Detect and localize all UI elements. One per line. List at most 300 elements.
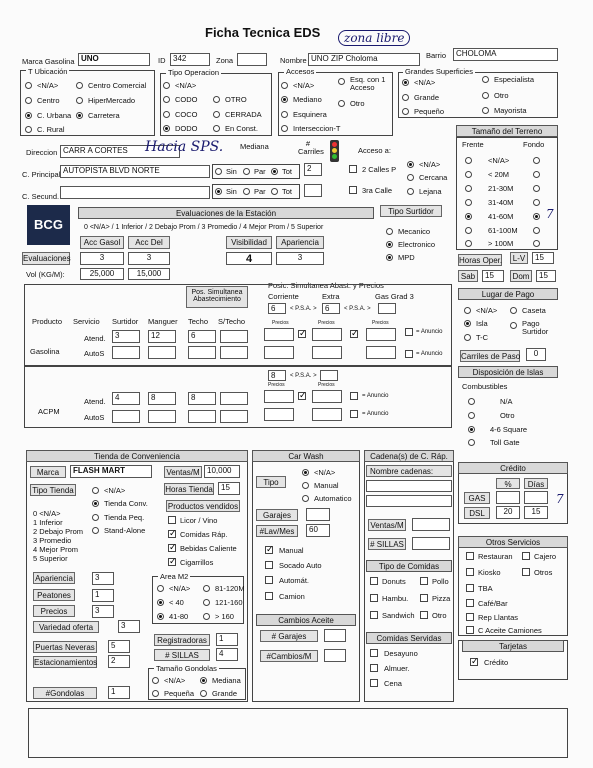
surtidor-col: Surtidor [112,317,139,326]
fondo-radio-4[interactable] [533,213,540,220]
apariencia-button[interactable]: Apariencia [276,236,324,249]
surtidor-radio-mpd[interactable] [386,254,393,261]
gas-anuncio-check[interactable] [405,328,413,336]
pago-label: Pago Surtidor [522,319,549,336]
gas-precio-extra-atend[interactable] [312,328,342,341]
ventas-m-button[interactable]: Ventas/M [164,466,202,478]
islas-radio-na[interactable] [468,398,475,405]
tipo-tienda-radio-stand[interactable] [92,527,99,534]
acceso-radio-cercana[interactable] [407,174,414,181]
acpm-manguer-autos[interactable] [148,410,176,423]
operacion-radio-codo[interactable] [163,96,170,103]
gas-manguer-autos[interactable] [148,346,176,359]
acceso-a-label: Acceso a: [358,146,391,155]
secund-radio-tot[interactable] [271,188,278,195]
id-label: ID [158,56,166,65]
servida-check-desayuno[interactable] [370,649,378,657]
comida-label: Pollo [432,577,449,586]
operacion-radio-const[interactable] [213,125,220,132]
acceso-radio-na[interactable] [407,161,414,168]
superficies-label: Mayorista [494,106,527,115]
acpm-precio-2-atend[interactable] [312,390,342,403]
psa-acpm-field[interactable]: 8 [268,370,286,381]
area-label: Area M2 [160,572,189,581]
gas-precio-extra-autos[interactable] [312,346,342,359]
cadena-sillas-button[interactable]: # SILLAS [368,538,406,550]
cadena-name-field-2[interactable] [366,495,452,507]
precios-tienda-button[interactable]: Precios [33,605,75,617]
superficies-radio-mayorista[interactable] [482,107,489,114]
credito-dsl-dias[interactable]: 15 [524,506,548,519]
accesos-radio-na[interactable] [281,82,288,89]
acc-del-field[interactable]: 3 [128,252,170,265]
cambios-garajes-field[interactable] [324,629,346,642]
carwash-check-camion[interactable] [265,592,273,600]
barrio-field[interactable]: CHOLOMA [453,48,558,61]
terreno-header: Tamaño del Terreno [456,125,558,137]
accesos-radio-esq[interactable] [338,78,345,85]
gondolas-radio-mediana[interactable] [200,677,207,684]
acpm-stecho-atend[interactable] [220,392,248,405]
pago-radio-surtidor[interactable] [510,322,517,329]
accesos-radio-esquinera[interactable] [281,111,288,118]
comida-label: Hambu. [382,594,409,603]
principal-radio-par[interactable] [243,168,250,175]
nombre-field[interactable]: UNO ZIP Choloma [308,53,420,66]
area-option: 41-80 [169,612,189,621]
islas-label: Toll Gate [490,438,520,447]
credito-pct-header: % [496,478,520,489]
frente-label: Frente [462,140,484,149]
ubicacion-label: Carretera [88,111,120,120]
gas-techo-autos[interactable] [188,346,216,359]
cadena-name-field-1[interactable] [366,480,452,492]
secund-calle-check[interactable] [349,186,357,194]
otros-label: Café/Bar [478,599,508,608]
area-option: 121-160 [215,598,243,607]
ubicacion-label: C. Rural [37,125,65,134]
area-radio-gt160[interactable] [203,613,210,620]
superficies-title: Grandes Superficies [405,67,473,76]
superficies-label: Otro [494,91,509,100]
ubicacion-radio-comercial[interactable] [76,82,83,89]
otros-check-aceite[interactable] [466,626,474,634]
scale-item: 4 Mejor Prom [33,545,79,554]
area-radio-160[interactable] [203,599,210,606]
tipo-comidas-header: Tipo de Comidas [366,560,452,572]
credito-gas-button[interactable]: GAS [464,492,490,504]
carwash-option: Automatico [314,494,352,503]
carwash-check-label: Camion [279,592,305,601]
comida-check-pollo[interactable] [420,577,428,585]
comida-label: Otro [432,611,447,620]
superficies-radio-especialista[interactable] [482,76,489,83]
psa-extra-field[interactable]: 6 [322,303,340,314]
carwash-radio-auto[interactable] [302,495,309,502]
num-gondolas-button[interactable]: #Gondolas [33,687,97,699]
gas-precio-corr-autos[interactable] [264,346,294,359]
acpm-anuncio-check[interactable] [350,392,358,400]
comida-label: Pizza [432,594,451,603]
variedad-button[interactable]: Variedad oferta [33,621,99,633]
acpm-manguer-atend[interactable]: 8 [148,392,176,405]
acpm-techo-atend[interactable]: 8 [188,392,216,405]
gondolas-radio-pequena[interactable] [152,690,159,697]
gas-anuncio-corr-check[interactable] [298,330,306,338]
operacion-radio-otro[interactable] [213,96,220,103]
otros-check-cafe[interactable] [466,599,474,607]
frente-radio-6[interactable] [465,240,472,247]
operacion-title: Tipo Operacion [168,68,219,77]
acpm-precio-2-autos[interactable] [312,408,342,421]
psa-label: < P.S.A. > [344,306,371,312]
cadena-sillas-field[interactable] [412,537,450,550]
sillas-tienda-button[interactable]: # SILLAS [154,649,210,661]
acpm-anuncio-autos-check[interactable] [350,410,358,418]
pos-simultanea-button[interactable]: Pos. Simultanea Abastecimiento [186,286,248,308]
otros-label: TBA [478,584,493,593]
frente-radio-0[interactable] [465,157,472,164]
principal-radio-sin[interactable] [215,168,222,175]
cambios-mes-field[interactable] [324,649,346,662]
psa-corriente-field[interactable]: 6 [268,303,286,314]
gondolas-radio-grande[interactable] [200,690,207,697]
sab-button[interactable]: Sab [458,270,478,282]
surtidor-radio-electronico[interactable] [386,241,393,248]
comida-check-sandwich[interactable] [370,611,378,619]
acpm-stecho-autos[interactable] [220,410,248,423]
terreno-label: > 100M [488,239,514,248]
gas-precio-corr-atend[interactable] [264,328,294,341]
accesos-label: Esq. con 1 Acceso [350,75,386,92]
acpm-surtidor-autos[interactable] [112,410,140,423]
frente-radio-1[interactable] [465,171,472,178]
vol-label: Vol (KG/M): [26,270,65,279]
apariencia-tienda-button[interactable]: Apariencia [33,572,75,584]
precios-col: Precios [318,382,335,388]
surtidor-label: MPD [398,253,415,262]
islas-label: N/A [500,397,513,406]
secund-radio-par[interactable] [243,188,250,195]
barrio-label: Barrio [426,51,447,60]
otros-check-llantas[interactable] [466,613,474,621]
secund-radio-sin[interactable] [215,188,222,195]
operacion-radio-coco[interactable] [163,111,170,118]
operacion-label: <N/A> [175,81,197,90]
operacion-radio-dodo[interactable] [163,125,170,132]
cambios-garajes-button[interactable]: # Garajes [260,630,318,642]
gas-techo-atend[interactable]: 6 [188,330,216,343]
otros-label: Rep Llantas [478,613,519,622]
surtidor-label: Electronico [398,240,436,249]
ubicacion-radio-urbana[interactable] [25,112,32,119]
tipo-tienda-button[interactable]: Tipo Tienda [30,484,76,496]
horas-tienda-field[interactable]: 15 [218,482,240,495]
gas-stecho-atend[interactable] [220,330,248,343]
operacion-radio-cerrada[interactable] [213,111,220,118]
puertas-field[interactable]: 5 [108,640,130,653]
area-radio-na[interactable] [157,585,164,592]
comida-check-hambu[interactable] [370,594,378,602]
acpm-precio-1-autos[interactable] [264,408,294,421]
lav-mes-field[interactable]: 60 [306,524,330,537]
pago-radio-caseta[interactable] [510,307,517,314]
secund-calle-label: 3ra Calle [362,186,393,195]
otros-check-otros[interactable] [522,568,530,576]
ubicacion-radio-centro[interactable] [25,97,32,104]
area-radio-120[interactable] [203,585,210,592]
variedad-field[interactable]: 3 [118,620,140,633]
superficies-radio-na[interactable] [402,79,409,86]
cadena-ventas-field[interactable] [412,518,450,531]
visibilidad-field[interactable]: 4 [226,252,272,265]
notes-area[interactable] [28,708,568,758]
acceso-lejana-label: Lejana [419,187,442,196]
precios-col: Precios [272,320,289,326]
carwash-check-socado[interactable] [265,561,273,569]
otros-check-cajero[interactable] [522,552,530,560]
fondo-radio-6[interactable] [533,240,540,247]
tipo-tienda-label: <N/A> [104,486,126,495]
gas-grad-label: Gas Grad 3 [375,292,414,301]
carwash-check-automat[interactable] [265,576,273,584]
islas-radio-otro[interactable] [468,412,475,419]
acceso-cercana-label: Cercana [419,173,448,182]
credito-gas-pct[interactable] [496,491,520,504]
gas-precio-gas-atend[interactable] [366,328,396,341]
otros-check-tba[interactable] [466,584,474,592]
productos-vendidos-button[interactable]: Productos vendidos [167,502,239,511]
islas-radio-square[interactable] [468,426,475,433]
otros-check-restauran[interactable] [466,552,474,560]
acc-gasol-button[interactable]: Acc Gasol [80,236,124,249]
tipo-tienda-radio-conv[interactable] [92,500,99,507]
tarjetas-credito-label: Crédito [484,658,509,667]
fondo-radio-0[interactable] [533,157,540,164]
credito-gas-dias[interactable] [524,491,548,504]
producto-label: Comidas Ráp. [180,530,228,539]
producto-col: Producto [32,317,63,326]
operacion-label: OTRO [225,95,247,104]
registradoras-button[interactable]: Registradoras [154,634,210,646]
producto-label: Cigarrillos [180,558,214,567]
ubicacion-label: C. Urbana [37,111,72,120]
servida-label: Cena [384,679,402,688]
carwash-tipo-button[interactable]: Tipo [256,476,286,488]
credito-dias-header: Días [524,478,548,489]
carriles-paso-field[interactable]: 0 [526,348,546,361]
tipo-tienda-radio-na[interactable] [92,487,99,494]
ventas-m-field[interactable]: 10,000 [204,465,240,478]
direccion-note: Hacia SPS. [145,139,224,155]
direccion-label: Direccion [26,148,58,157]
vol-field-2[interactable]: 15,000 [128,268,170,280]
surtidor-label: Mecanico [398,227,431,236]
pago-label: T-C [476,333,489,342]
carriles-paso-button[interactable]: Carriles de Paso [461,352,521,361]
principal-radio-tot[interactable] [271,168,278,175]
estacionamientos-field[interactable]: 2 [108,655,130,668]
accesos-radio-otro[interactable] [338,100,345,107]
lv-field[interactable]: 15 [532,252,554,264]
gas-stecho-autos[interactable] [220,346,248,359]
accesos-radio-mediano[interactable] [281,96,288,103]
fondo-radio-3[interactable] [533,199,540,206]
acpm-surtidor-atend[interactable]: 4 [112,392,140,405]
servicio-col: Servicio [73,317,100,326]
superficies-radio-pequeno[interactable] [402,108,409,115]
comida-check-donuts[interactable] [370,577,378,585]
gas-surtidor-autos[interactable] [112,346,140,359]
num-gondolas-field[interactable]: 1 [108,686,130,699]
tipo-tienda-radio-peq[interactable] [92,514,99,521]
frente-radio-3[interactable] [465,199,472,206]
comidas-servidas-header: Comidas Servidas [366,632,452,644]
principal-label: C. Principal [22,170,61,179]
acc-del-button[interactable]: Acc Del [128,236,170,249]
zona-field[interactable] [237,53,267,66]
superficies-radio-otro[interactable] [482,92,489,99]
ubicacion-radio-carretera[interactable] [76,112,83,119]
principal-field[interactable]: AUTOPISTA BLVD NORTE [60,165,210,178]
gas-surtidor-atend[interactable]: 3 [112,330,140,343]
pago-radio-tc[interactable] [464,334,471,341]
comida-check-otro[interactable] [420,611,428,619]
garajes-field[interactable] [306,508,330,521]
gas-manguer-atend[interactable]: 12 [148,330,176,343]
lv-button[interactable]: L-V [510,252,528,264]
id-field[interactable]: 342 [170,53,210,66]
cadena-ventas-button[interactable]: Ventas/M [368,519,406,531]
acpm-precio-1-atend[interactable] [264,390,294,403]
estacionamientos-button[interactable]: Estacionamientos [34,658,98,667]
title-note: zona libre [338,30,410,46]
operacion-radio-na[interactable] [163,82,170,89]
gasolina-label: Gasolina [30,347,60,356]
ubicacion-radio-hiper[interactable] [76,97,83,104]
comida-check-pizza[interactable] [420,594,428,602]
secund-carriles-field[interactable] [304,184,322,197]
precios-tienda-field[interactable]: 3 [92,605,114,618]
apariencia-field[interactable]: 3 [276,252,324,265]
nombre-cadenas-button[interactable]: Nombre cadenas: [366,465,452,477]
principal-carriles-field[interactable]: 2 [304,163,322,176]
marca-label: Marca Gasolina [22,57,75,66]
superficies-radio-grande[interactable] [402,94,409,101]
sillas-tienda-field[interactable]: 4 [216,648,238,661]
puertas-button[interactable]: Puertas Neveras [33,641,97,653]
surtidor-header: Tipo Surtidor [380,205,442,217]
ubicacion-radio-na[interactable] [25,82,32,89]
secund-sin-label: Sin [226,187,237,196]
cambios-mes-button[interactable]: #Cambios/M [260,650,318,662]
lav-mes-button[interactable]: #Lav/Mes [256,525,298,537]
tarjetas-credito-check[interactable] [470,658,478,666]
accesos-label: Otro [350,99,365,108]
tienda-marca-field[interactable]: FLASH MART [70,465,152,478]
garajes-button[interactable]: Garajes [256,509,298,521]
vol-field-1[interactable]: 25,000 [80,268,124,280]
carwash-check-manual[interactable] [265,546,273,554]
fondo-radio-2[interactable] [533,185,540,192]
carwash-radio-na[interactable] [302,469,309,476]
scale-item: 1 Inferior [33,518,63,527]
gas-anuncio-extra-check[interactable] [350,330,358,338]
otros-check-kiosko[interactable] [466,568,474,576]
operacion-label: CODO [175,95,198,104]
frente-radio-4[interactable] [465,213,472,220]
frente-radio-5[interactable] [465,227,472,234]
visibilidad-button[interactable]: Visibilidad [226,236,272,249]
pago-radio-isla[interactable] [464,320,471,327]
frente-radio-2[interactable] [465,185,472,192]
accesos-label: <N/A> [293,81,315,90]
horas-tienda-button[interactable]: Horas Tienda [165,485,213,494]
accesos-radio-interseccion[interactable] [281,125,288,132]
tienda-marca-button[interactable]: Marca [30,466,66,478]
peatones-field[interactable]: 1 [92,589,114,602]
area-radio-40[interactable] [157,599,164,606]
acpm-techo-autos[interactable] [188,410,216,423]
anuncio-label: = Anuncio [416,351,443,357]
ubicacion-radio-rural[interactable] [25,126,32,133]
fondo-radio-5[interactable] [533,227,540,234]
surtidor-radio-mecanico[interactable] [386,228,393,235]
fondo-radio-1[interactable] [533,171,540,178]
servida-check-almuer[interactable] [370,664,378,672]
producto-check-cigarrillos[interactable] [168,558,176,566]
credito-dsl-button[interactable]: DSL [464,507,490,519]
producto-check-bebidas[interactable] [168,544,176,552]
producto-check-comidas[interactable] [168,530,176,538]
acc-gasol-field[interactable]: 3 [80,252,124,265]
area-radio-80[interactable] [157,613,164,620]
servida-check-cena[interactable] [370,679,378,687]
acpm-anuncio-1-check[interactable] [298,392,306,400]
tipo-tienda-label: Tienda Peq. [104,513,145,522]
islas-radio-toll[interactable] [468,439,475,446]
sab-field[interactable]: 15 [482,270,504,282]
cambios-aceite-header: Cambios Aceite [256,614,356,626]
psa-label: < P.S.A. > [290,373,317,379]
marca-field[interactable]: UNO [78,53,150,66]
gas-precio-gas-autos[interactable] [366,346,396,359]
apariencia-tienda-field[interactable]: 3 [92,572,114,585]
fondo-label: Fondo [523,140,545,149]
credito-dsl-pct[interactable]: 20 [496,506,520,519]
otros-label: Restauran [478,552,513,561]
secund-field[interactable] [60,186,210,199]
registradoras-field[interactable]: 1 [216,633,238,646]
evaluaciones-button[interactable]: Evaluaciones [23,254,71,263]
gondolas-radio-na[interactable] [152,677,159,684]
dom-button[interactable]: Dom [510,270,532,282]
principal-calles-check[interactable] [349,165,357,173]
horas-oper-button[interactable]: Horas Oper. [459,256,503,265]
nombre-label: Nombre [280,56,307,65]
pago-radio-na[interactable] [464,307,471,314]
acceso-radio-lejana[interactable] [407,188,414,195]
corriente-label: Corriente [268,292,299,301]
producto-label: Bebidas Caliente [180,544,237,553]
gas-anuncio-autos-check[interactable] [405,350,413,358]
producto-check-licor[interactable] [168,516,176,524]
direccion-field[interactable]: CARR A CORTES [60,145,180,158]
dom-field[interactable]: 15 [536,270,556,282]
peatones-button[interactable]: Peatones [33,589,75,601]
carwash-radio-manual[interactable] [302,482,309,489]
psa-acpm-field-2[interactable] [320,370,338,381]
